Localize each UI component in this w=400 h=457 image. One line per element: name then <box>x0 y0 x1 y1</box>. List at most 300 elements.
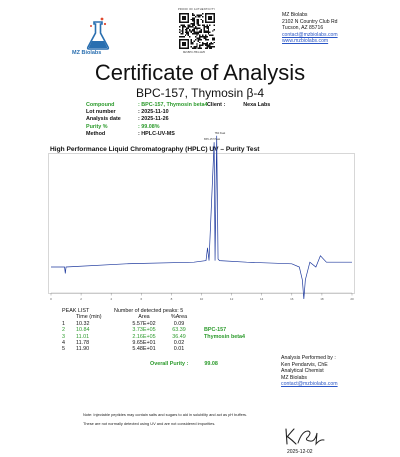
chart-ticks <box>50 293 354 301</box>
qr-module <box>180 33 181 34</box>
qr-module <box>206 46 207 47</box>
compound-label: Compound <box>86 102 115 108</box>
bpc157-peak-label: BPC-157 Peak <box>204 138 220 142</box>
qr-module <box>189 30 190 31</box>
qr-module <box>196 29 197 30</box>
qr-module <box>205 37 206 38</box>
qr-module <box>188 35 189 36</box>
qr-module <box>206 39 207 40</box>
qr-module <box>182 26 183 27</box>
qr-module <box>196 22 197 23</box>
email-link[interactable]: contact@mzbiolabs.com <box>282 31 338 38</box>
chart-frame <box>49 154 355 294</box>
qr-module <box>209 46 210 47</box>
qr-module <box>202 45 203 46</box>
qr-module <box>196 19 197 20</box>
qr-module <box>196 37 197 38</box>
qr-module <box>205 48 206 49</box>
qr-module <box>202 20 203 21</box>
x-tick-label: 10 <box>199 297 204 301</box>
qr-module <box>198 16 199 17</box>
qr-module <box>214 42 215 43</box>
qr-module <box>192 29 193 30</box>
qr-module <box>195 26 196 27</box>
peak-number: 5 <box>62 346 65 353</box>
peak-count: Number of detected peaks: 5 <box>114 308 184 314</box>
qr-module <box>183 36 184 37</box>
qr-module <box>192 33 193 34</box>
qr-module <box>199 39 200 40</box>
qr-module <box>199 32 200 33</box>
qr-module <box>182 32 183 33</box>
qr-module <box>196 20 197 21</box>
qr-module <box>199 36 200 37</box>
x-tick-label: 18 <box>320 297 324 301</box>
qr-module <box>202 16 203 17</box>
qr-module <box>201 45 202 46</box>
qr-module <box>212 37 213 38</box>
peak-pct: 0.09 <box>173 320 185 327</box>
qr-module <box>193 48 194 49</box>
qr-module <box>205 35 206 36</box>
compound-value: : BPC-157, Thymosin beta4 <box>138 102 208 108</box>
qr-module <box>185 35 186 36</box>
col-area: Area <box>138 314 150 321</box>
qr-module <box>214 46 215 47</box>
qr-module <box>203 36 204 37</box>
peak-time: 10.84 <box>76 327 90 334</box>
analyst-line: Analytical Chemist <box>281 368 324 374</box>
qr-module <box>195 36 196 37</box>
qr-module <box>203 25 204 26</box>
qr-module <box>211 43 212 44</box>
qr-module <box>214 39 215 40</box>
qr-module <box>179 29 180 30</box>
qr-module <box>199 37 200 38</box>
qr-module <box>198 22 199 23</box>
qr-module <box>188 33 189 34</box>
qr-module <box>205 43 206 44</box>
qr-module <box>208 29 209 30</box>
qr-module <box>196 27 197 28</box>
qr-module <box>208 39 209 40</box>
peak-area: 5.48E+01 <box>132 346 156 353</box>
qr-module <box>193 33 194 34</box>
client-info <box>207 102 270 108</box>
qr-module <box>206 43 207 44</box>
address-line: Tucson, AZ 85716 <box>282 25 324 32</box>
address-line: 2102 N Country Club Rd <box>282 18 338 25</box>
tb4-peak-label: TB4 Peak <box>214 131 226 135</box>
qr-module <box>201 30 202 31</box>
website-link[interactable]: www.mzbiolabs.com <box>282 38 329 45</box>
qr-module <box>182 27 183 28</box>
qr-module <box>185 29 186 30</box>
overall-purity <box>150 361 218 367</box>
qr-module <box>199 45 200 46</box>
qr-module <box>189 29 190 30</box>
qr-module <box>183 26 184 27</box>
peak-time: 11.78 <box>76 340 90 347</box>
qr-module <box>192 13 193 14</box>
sample-details <box>86 102 208 138</box>
qr-module <box>180 25 181 26</box>
peak-name <box>194 346 245 352</box>
qr-module <box>206 30 207 31</box>
qr-module <box>202 43 203 44</box>
qr-module <box>201 48 202 49</box>
qr-module <box>198 14 199 15</box>
qr-module <box>193 30 194 31</box>
qr-module <box>199 46 200 47</box>
qr-module <box>191 42 192 43</box>
qr-module <box>212 30 213 31</box>
qr-module <box>196 14 197 15</box>
qr-module <box>183 25 184 26</box>
qr-module <box>189 36 190 37</box>
qr-module <box>214 37 215 38</box>
qr-module <box>206 42 207 43</box>
qr-module <box>195 33 196 34</box>
qr-module <box>212 35 213 36</box>
qr-module <box>198 20 199 21</box>
qr-module <box>193 29 194 30</box>
peak-table <box>62 314 245 352</box>
qr-module <box>185 26 186 27</box>
qr-module <box>191 43 192 44</box>
qr-module <box>209 43 210 44</box>
qr-module <box>202 25 203 26</box>
qr-module <box>189 25 190 26</box>
peak-time: 11.90 <box>76 346 90 353</box>
method-label: Method <box>86 130 106 137</box>
peak-time: 10.32 <box>76 320 90 327</box>
qr-module <box>195 16 196 17</box>
qr-module <box>193 46 194 47</box>
qr-module <box>188 26 189 27</box>
qr-module <box>208 33 209 34</box>
peak-name: Thymosin beta4 <box>204 333 246 340</box>
signature-icon <box>282 425 326 447</box>
qr-module <box>192 14 193 15</box>
logo-text: MZ Biolabs <box>72 50 102 56</box>
hplc-title: High Performance Liquid Chromatography (HPLC) UV – Purity Test <box>50 146 260 153</box>
company-address <box>282 12 338 45</box>
analyst-line: MZ Biolabs <box>281 374 307 381</box>
qr-module <box>206 48 207 49</box>
table-row <box>62 327 245 333</box>
qr-module <box>182 25 183 26</box>
qr-module <box>212 46 213 47</box>
peak-number: 2 <box>62 327 65 334</box>
qr-module <box>203 32 204 33</box>
x-tick-label: 4 <box>110 297 113 301</box>
analysis-date-label: Analysis date <box>86 116 121 123</box>
qr-module <box>192 20 193 21</box>
peak-time: 11.01 <box>76 333 90 340</box>
peak-pct: 63.39 <box>172 327 186 334</box>
qr-module <box>193 40 194 41</box>
qr-module <box>192 48 193 49</box>
lot-value: : 2025-11-10 <box>138 109 169 116</box>
qr-module <box>199 30 200 31</box>
qr-module <box>192 19 193 20</box>
qr-module <box>198 39 199 40</box>
qr-module <box>196 35 197 36</box>
qr-module <box>193 22 194 23</box>
qr-module <box>208 27 209 28</box>
qr-caption: PROOF OF AUTHENTICITY <box>178 8 216 11</box>
qr-code-icon[interactable] <box>179 13 215 49</box>
qr-module <box>202 36 203 37</box>
peak-pct: 36.49 <box>172 333 186 340</box>
peak-number: 4 <box>62 340 65 347</box>
qr-module <box>191 32 192 33</box>
qr-module <box>198 33 199 34</box>
qr-module <box>211 35 212 36</box>
qr-module <box>209 32 210 33</box>
col-time: Time (min) <box>76 314 102 321</box>
lot-row <box>86 109 208 116</box>
qr-module <box>203 29 204 30</box>
qr-module <box>196 33 197 34</box>
qr-module <box>199 27 200 28</box>
qr-module <box>211 42 212 43</box>
qr-module <box>198 32 199 33</box>
analyst-email-link[interactable]: contact@mzbiolabs.com <box>281 381 338 387</box>
qr-module <box>179 32 180 33</box>
qr-finder <box>208 16 212 20</box>
qr-module <box>179 26 180 27</box>
qr-module <box>198 37 199 38</box>
client-label: Client : <box>207 102 226 108</box>
method-value: : HPLC-UV-MS <box>138 130 175 137</box>
qr-module <box>214 29 215 30</box>
qr-module <box>201 29 202 30</box>
x-tick-label: 14 <box>260 297 264 301</box>
x-tick-label: 2 <box>80 297 82 301</box>
col-pct: %Area <box>170 314 188 321</box>
x-tick-label: 16 <box>290 297 294 301</box>
peak-pct: 0.02 <box>173 340 185 347</box>
qr-module <box>212 39 213 40</box>
qr-module <box>208 32 209 33</box>
qr-module <box>196 45 197 46</box>
peak-number: 3 <box>62 333 65 340</box>
footnote-line: Note: Injectable peptides may contain salts and sugars to aid in solubility and act as pH buffers. <box>83 412 248 417</box>
qr-module <box>201 39 202 40</box>
qr-module <box>209 45 210 46</box>
qr-module <box>202 22 203 23</box>
purity-label: Purity % <box>86 123 108 130</box>
qr-module <box>205 39 206 40</box>
qr-module <box>205 30 206 31</box>
qr-module <box>208 30 209 31</box>
qr-finder <box>182 16 186 20</box>
qr-module <box>209 48 210 49</box>
x-tick-label: 8 <box>170 297 173 301</box>
qr-module <box>192 17 193 18</box>
qr-module <box>182 36 183 37</box>
qr-module <box>186 29 187 30</box>
peak-list-title: PEAK LIST <box>62 308 90 314</box>
peak-area: 9.65E+01 <box>132 340 156 347</box>
qr-module <box>209 25 210 26</box>
qr-module <box>179 36 180 37</box>
qr-module <box>201 19 202 20</box>
qr-module <box>214 25 215 26</box>
qr-module <box>198 23 199 24</box>
qr-module <box>199 35 200 36</box>
analyst-line: Analysis Performed by : <box>281 355 336 361</box>
qr-module <box>193 23 194 24</box>
qr-module <box>199 42 200 43</box>
qr-module <box>203 43 204 44</box>
overall-purity-label: Overall Purity : <box>150 361 189 367</box>
qr-module <box>202 13 203 14</box>
qr-module <box>205 45 206 46</box>
qr-module <box>186 32 187 33</box>
analyst-line: Ken Pendarvis, ChE <box>281 361 328 368</box>
qr-module <box>193 32 194 33</box>
qr-module <box>191 39 192 40</box>
qr-module <box>192 25 193 26</box>
qr-module <box>192 43 193 44</box>
address-line: MZ Biolabs <box>282 12 308 18</box>
qr-module <box>195 39 196 40</box>
qr-module <box>198 48 199 49</box>
qr-module <box>196 46 197 47</box>
qr-module <box>202 42 203 43</box>
qr-module <box>206 25 207 26</box>
x-tick-label: 20 <box>350 297 354 301</box>
qr-module <box>203 27 204 28</box>
purity-value: : 99.08% <box>138 123 160 130</box>
qr-module <box>205 36 206 37</box>
qr-module <box>206 26 207 27</box>
qr-module <box>208 26 209 27</box>
qr-module <box>198 19 199 20</box>
qr-module <box>182 29 183 30</box>
qr-module <box>212 43 213 44</box>
qr-module <box>195 46 196 47</box>
qr-module <box>191 30 192 31</box>
qr-module <box>203 26 204 27</box>
qr-module <box>198 40 199 41</box>
qr-module <box>201 14 202 15</box>
qr-module <box>191 23 192 24</box>
peak-list <box>62 308 245 353</box>
analyst-block <box>281 355 338 388</box>
qr-module <box>205 32 206 33</box>
qr-module <box>201 32 202 33</box>
client-value: Nexa Labs <box>243 102 271 108</box>
qr-module <box>206 45 207 46</box>
qr-module <box>193 25 194 26</box>
qr-module <box>206 36 207 37</box>
peak-area: 5.57E+02 <box>132 320 156 327</box>
peak-number: 1 <box>62 320 65 327</box>
qr-module <box>199 48 200 49</box>
qr-module <box>192 23 193 24</box>
qr-module <box>201 36 202 37</box>
qr-module <box>196 32 197 33</box>
qr-module <box>191 40 192 41</box>
chromatogram-line <box>51 136 352 299</box>
qr-module <box>188 25 189 26</box>
qr-module <box>199 25 200 26</box>
qr-module <box>203 37 204 38</box>
qr-module <box>193 20 194 21</box>
lot-label: Lot number <box>86 109 116 116</box>
overall-purity-value: 99.08 <box>204 361 218 367</box>
qr-module <box>195 48 196 49</box>
qr-module <box>193 17 194 18</box>
compound-row <box>86 102 208 109</box>
qr-module <box>209 35 210 36</box>
qr-module <box>193 27 194 28</box>
qr-module <box>195 27 196 28</box>
qr-module <box>188 32 189 33</box>
qr-module <box>199 16 200 17</box>
qr-module <box>206 27 207 28</box>
qr-module <box>186 30 187 31</box>
qr-module <box>208 46 209 47</box>
qr-module <box>192 30 193 31</box>
document-title: Certificate of Analysis <box>94 60 306 85</box>
qr-module <box>206 32 207 33</box>
qr-module <box>182 33 183 34</box>
peak-area: 3.73E+05 <box>132 327 156 334</box>
qr-module <box>211 46 212 47</box>
qr-module <box>208 45 209 46</box>
qr-module <box>185 32 186 33</box>
qr-module <box>193 19 194 20</box>
qr-module <box>191 26 192 27</box>
signature-date: 2025-12-02 <box>287 449 313 455</box>
analysis-date-value: : 2025-11-26 <box>138 116 169 123</box>
purity-row <box>86 124 208 131</box>
document-subtitle: BPC-157, Thymosin β-4 <box>135 86 265 100</box>
qr-module <box>186 33 187 34</box>
qr-module <box>191 19 192 20</box>
qr-id: MZ-BPC-TB4-1125 <box>183 51 206 54</box>
table-row <box>62 346 245 352</box>
x-tick-label: 12 <box>229 297 234 301</box>
qr-module <box>192 42 193 43</box>
qr-module <box>189 26 190 27</box>
qr-module <box>180 36 181 37</box>
qr-module <box>191 46 192 47</box>
qr-module <box>182 30 183 31</box>
qr-module <box>196 43 197 44</box>
qr-module <box>192 26 193 27</box>
peak-pct: 0.01 <box>173 346 185 353</box>
peak-name: BPC-157 <box>204 327 227 334</box>
qr-module <box>211 48 212 49</box>
qr-module <box>198 25 199 26</box>
x-tick-label: 0 <box>50 297 52 301</box>
qr-module <box>205 26 206 27</box>
qr-module <box>193 14 194 15</box>
qr-module <box>199 14 200 15</box>
qr-module <box>180 30 181 31</box>
qr-module <box>195 32 196 33</box>
qr-module <box>196 23 197 24</box>
method-row <box>86 131 208 138</box>
qr-module <box>202 35 203 36</box>
footnote-line: These are not normally detected using UV and are not considered impurities. <box>83 421 216 426</box>
